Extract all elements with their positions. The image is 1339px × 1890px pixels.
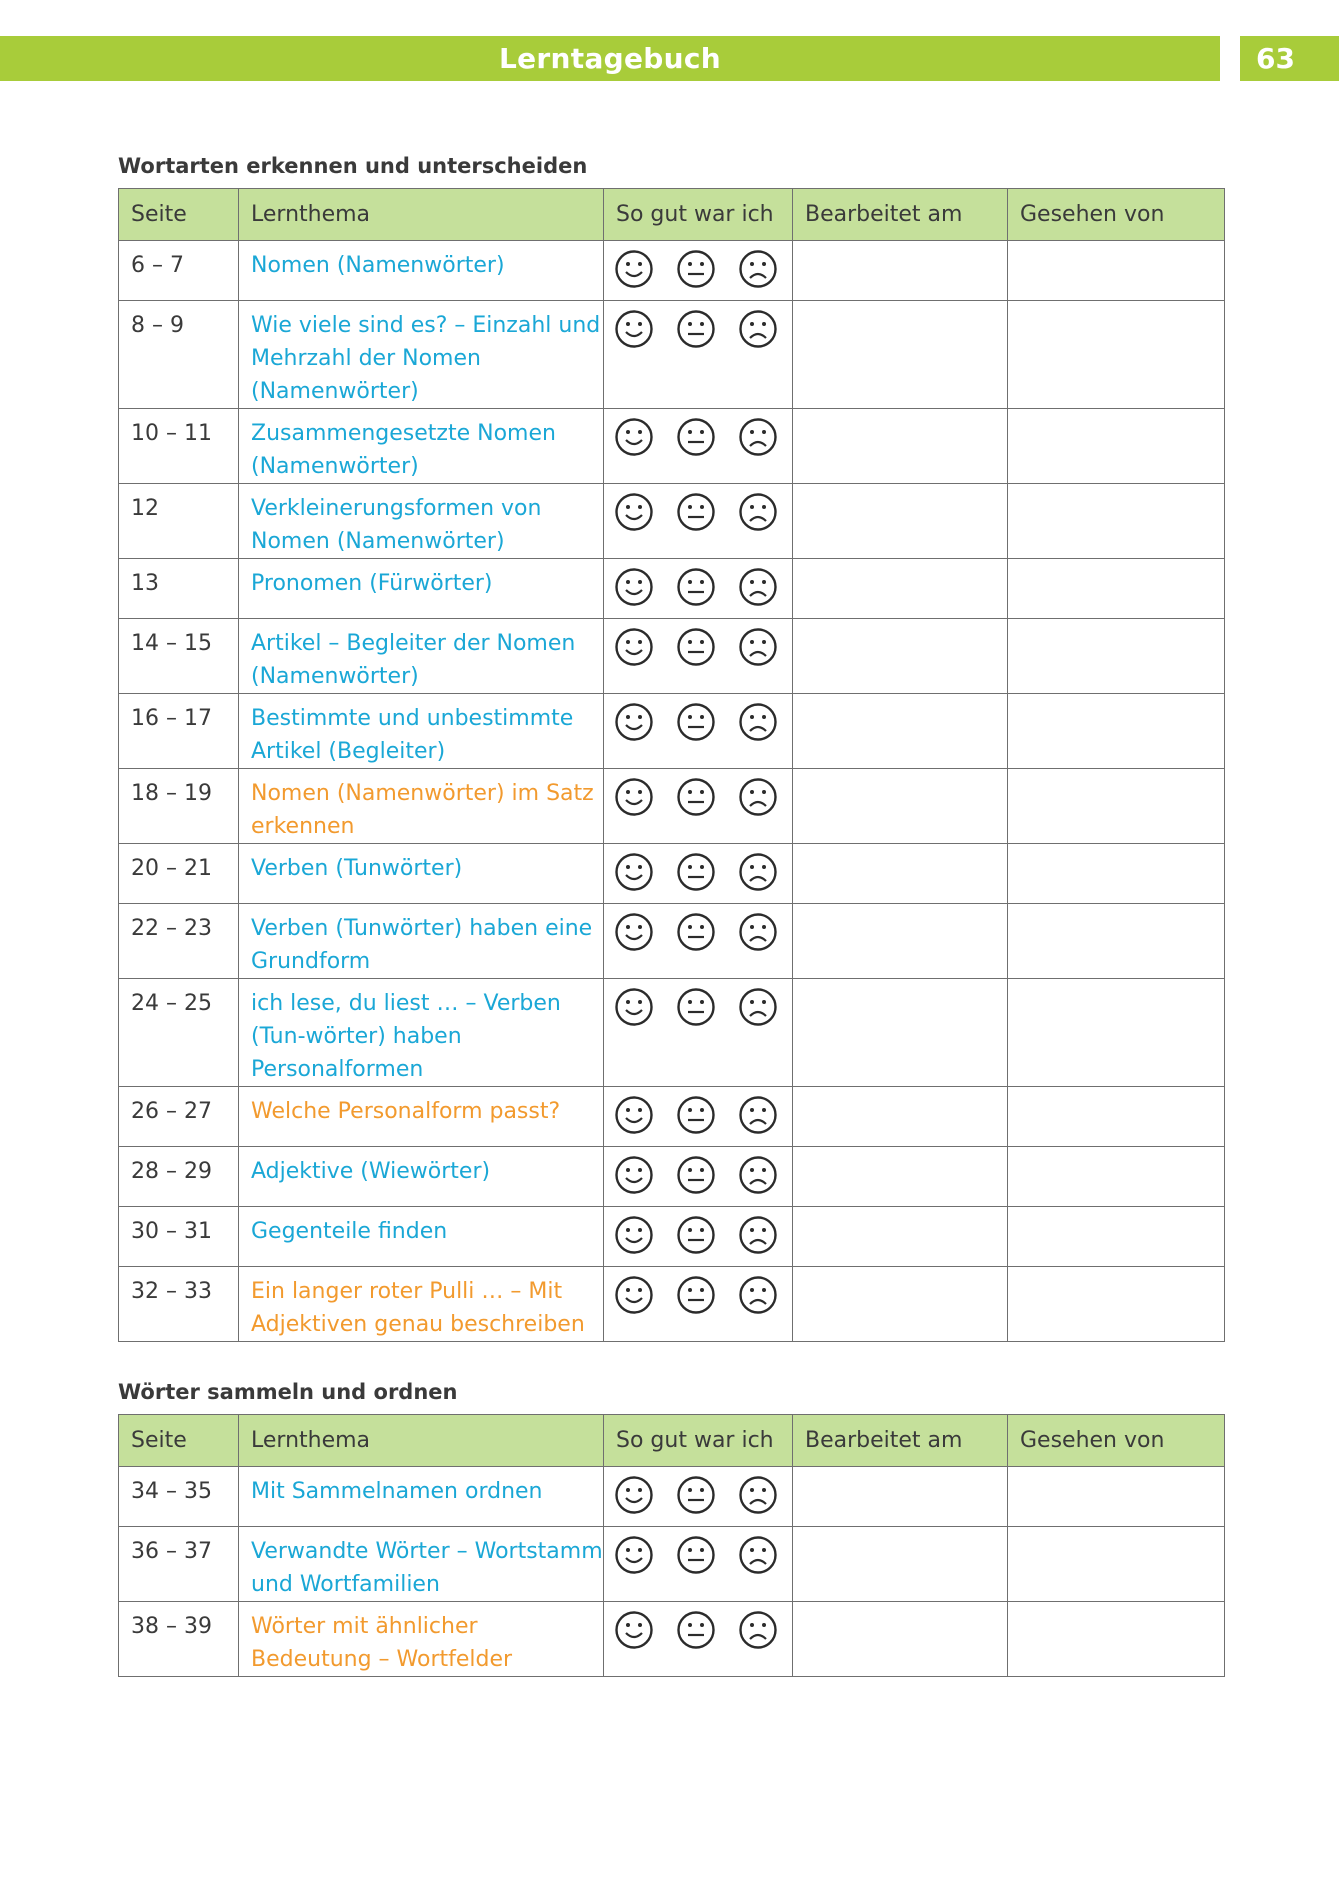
- topic-link[interactable]: ich lese, du liest … – Verben (Tun-wörter) haben Personalformen: [239, 979, 604, 1087]
- table-row: [119, 1087, 1225, 1147]
- column-header-topic: Lernthema: [239, 1415, 604, 1467]
- happy-face-icon[interactable]: [614, 249, 654, 289]
- date-cell[interactable]: [793, 1267, 1008, 1342]
- page-range: 16 – 17: [119, 694, 239, 769]
- sad-face-icon[interactable]: [738, 1275, 778, 1315]
- sad-face-icon[interactable]: [738, 249, 778, 289]
- happy-face-icon[interactable]: [614, 1095, 654, 1135]
- checked-by-cell[interactable]: [1008, 844, 1225, 904]
- topic-link[interactable]: Ein langer roter Pulli … – Mit Adjektiven genau beschreiben: [239, 1267, 604, 1342]
- page-number: 63: [1240, 36, 1339, 81]
- neutral-face-icon[interactable]: [676, 1535, 716, 1575]
- date-cell[interactable]: [793, 1147, 1008, 1207]
- page-range: 8 – 9: [119, 301, 239, 409]
- sad-face-icon[interactable]: [738, 987, 778, 1027]
- date-cell[interactable]: [793, 619, 1008, 694]
- table-row: [119, 979, 1225, 1087]
- rating-cell: [604, 1147, 793, 1207]
- page-range: 26 – 27: [119, 1087, 239, 1147]
- topic-link[interactable]: Bestimmte und unbestimmte Artikel (Begleiter): [239, 694, 604, 769]
- topic-link[interactable]: Wörter mit ähnlicher Bedeutung – Wortfelder: [239, 1602, 604, 1677]
- topic-link[interactable]: Nomen (Namenwörter) im Satz erkennen: [239, 769, 604, 844]
- checked-by-cell[interactable]: [1008, 559, 1225, 619]
- date-cell[interactable]: [793, 1207, 1008, 1267]
- column-header-pages: Seite: [119, 1415, 239, 1467]
- column-header-rating: So gut war ich: [604, 189, 793, 241]
- date-cell[interactable]: [793, 241, 1008, 301]
- sad-face-icon[interactable]: [738, 1215, 778, 1255]
- page-range: 32 – 33: [119, 1267, 239, 1342]
- rating-cell: [604, 559, 793, 619]
- happy-face-icon[interactable]: [614, 852, 654, 892]
- page-title: Lerntagebuch: [499, 42, 721, 75]
- table-row: [119, 844, 1225, 904]
- topic-link[interactable]: Verkleinerungsformen von Nomen (Namenwörter): [239, 484, 604, 559]
- topic-link[interactable]: Welche Personalform passt?: [239, 1087, 604, 1147]
- header-bar: [0, 36, 1220, 81]
- topic-link[interactable]: Gegenteile finden: [239, 1207, 604, 1267]
- happy-face-icon[interactable]: [614, 1475, 654, 1515]
- topic-link[interactable]: Wie viele sind es? – Einzahl und Mehrzahl der Nomen (Namenwörter): [239, 301, 604, 409]
- neutral-face-icon[interactable]: [676, 1475, 716, 1515]
- neutral-face-icon[interactable]: [676, 249, 716, 289]
- table-row: [119, 1207, 1225, 1267]
- learning-log-table-woerter: [118, 1414, 1225, 1677]
- checked-by-cell[interactable]: [1008, 1527, 1225, 1602]
- checked-by-cell[interactable]: [1008, 769, 1225, 844]
- table-row: [119, 409, 1225, 484]
- date-cell[interactable]: [793, 1087, 1008, 1147]
- topic-link[interactable]: Adjektive (Wiewörter): [239, 1147, 604, 1207]
- neutral-face-icon[interactable]: [676, 627, 716, 667]
- page-range: 6 – 7: [119, 241, 239, 301]
- rating-cell: [604, 301, 793, 409]
- neutral-face-icon[interactable]: [676, 1610, 716, 1650]
- topic-link[interactable]: Verben (Tunwörter) haben eine Grundform: [239, 904, 604, 979]
- column-header-pages: Seite: [119, 189, 239, 241]
- happy-face-icon[interactable]: [614, 627, 654, 667]
- page-range: 20 – 21: [119, 844, 239, 904]
- rating-cell: [604, 1602, 793, 1677]
- rating-cell: [604, 1467, 793, 1527]
- checked-by-cell[interactable]: [1008, 979, 1225, 1087]
- sad-face-icon[interactable]: [738, 309, 778, 349]
- topic-link[interactable]: Verben (Tunwörter): [239, 844, 604, 904]
- column-header-date: Bearbeitet am: [793, 189, 1008, 241]
- sad-face-icon[interactable]: [738, 492, 778, 532]
- date-cell[interactable]: [793, 979, 1008, 1087]
- neutral-face-icon[interactable]: [676, 1095, 716, 1135]
- happy-face-icon[interactable]: [614, 492, 654, 532]
- table-row: [119, 1602, 1225, 1677]
- neutral-face-icon[interactable]: [676, 777, 716, 817]
- happy-face-icon[interactable]: [614, 309, 654, 349]
- date-cell[interactable]: [793, 301, 1008, 409]
- page-range: 22 – 23: [119, 904, 239, 979]
- date-cell[interactable]: [793, 1602, 1008, 1677]
- topic-link[interactable]: Zusammengesetzte Nomen (Namenwörter): [239, 409, 604, 484]
- checked-by-cell[interactable]: [1008, 1147, 1225, 1207]
- neutral-face-icon[interactable]: [676, 702, 716, 742]
- checked-by-cell[interactable]: [1008, 1207, 1225, 1267]
- sad-face-icon[interactable]: [738, 1475, 778, 1515]
- rating-cell: [604, 1527, 793, 1602]
- checked-by-cell[interactable]: [1008, 409, 1225, 484]
- rating-cell: [604, 619, 793, 694]
- happy-face-icon[interactable]: [614, 1155, 654, 1195]
- column-header-rating: So gut war ich: [604, 1415, 793, 1467]
- checked-by-cell[interactable]: [1008, 484, 1225, 559]
- neutral-face-icon[interactable]: [676, 309, 716, 349]
- page-range: 13: [119, 559, 239, 619]
- page-range: 14 – 15: [119, 619, 239, 694]
- neutral-face-icon[interactable]: [676, 852, 716, 892]
- date-cell[interactable]: [793, 844, 1008, 904]
- page-range: 28 – 29: [119, 1147, 239, 1207]
- rating-cell: [604, 769, 793, 844]
- page-range: 24 – 25: [119, 979, 239, 1087]
- checked-by-cell[interactable]: [1008, 1087, 1225, 1147]
- section-title-wortarten: Wortarten erkennen und unterscheiden: [118, 154, 588, 178]
- table-row: [119, 301, 1225, 409]
- checked-by-cell[interactable]: [1008, 694, 1225, 769]
- table-row: [119, 241, 1225, 301]
- rating-cell: [604, 904, 793, 979]
- happy-face-icon[interactable]: [614, 1610, 654, 1650]
- sad-face-icon[interactable]: [738, 852, 778, 892]
- neutral-face-icon[interactable]: [676, 1215, 716, 1255]
- date-cell[interactable]: [793, 1527, 1008, 1602]
- happy-face-icon[interactable]: [614, 1535, 654, 1575]
- date-cell[interactable]: [793, 904, 1008, 979]
- topic-link[interactable]: Verwandte Wörter – Wortstamm und Wortfamilien: [239, 1527, 604, 1602]
- rating-cell: [604, 1267, 793, 1342]
- table-row: [119, 1527, 1225, 1602]
- rating-cell: [604, 409, 793, 484]
- rating-cell: [604, 844, 793, 904]
- table-row: [119, 769, 1225, 844]
- happy-face-icon[interactable]: [614, 987, 654, 1027]
- neutral-face-icon[interactable]: [676, 912, 716, 952]
- checked-by-cell[interactable]: [1008, 301, 1225, 409]
- page-range: 10 – 11: [119, 409, 239, 484]
- rating-cell: [604, 241, 793, 301]
- happy-face-icon[interactable]: [614, 567, 654, 607]
- sad-face-icon[interactable]: [738, 702, 778, 742]
- rating-cell: [604, 1207, 793, 1267]
- page-range: 12: [119, 484, 239, 559]
- table-row: [119, 1147, 1225, 1207]
- date-cell[interactable]: [793, 484, 1008, 559]
- rating-cell: [604, 1087, 793, 1147]
- sad-face-icon[interactable]: [738, 1095, 778, 1135]
- column-header-topic: Lernthema: [239, 189, 604, 241]
- page-range: 36 – 37: [119, 1527, 239, 1602]
- checked-by-cell[interactable]: [1008, 619, 1225, 694]
- neutral-face-icon[interactable]: [676, 567, 716, 607]
- learning-log-table-wortarten: [118, 188, 1225, 1342]
- column-header-checked-by: Gesehen von: [1008, 1415, 1225, 1467]
- table-row: [119, 1267, 1225, 1342]
- happy-face-icon[interactable]: [614, 1215, 654, 1255]
- table-row: [119, 559, 1225, 619]
- sad-face-icon[interactable]: [738, 777, 778, 817]
- happy-face-icon[interactable]: [614, 702, 654, 742]
- happy-face-icon[interactable]: [614, 417, 654, 457]
- date-cell[interactable]: [793, 1467, 1008, 1527]
- sad-face-icon[interactable]: [738, 912, 778, 952]
- checked-by-cell[interactable]: [1008, 241, 1225, 301]
- happy-face-icon[interactable]: [614, 777, 654, 817]
- checked-by-cell[interactable]: [1008, 1602, 1225, 1677]
- page-range: 30 – 31: [119, 1207, 239, 1267]
- table-row: [119, 619, 1225, 694]
- checked-by-cell[interactable]: [1008, 1267, 1225, 1342]
- topic-link[interactable]: Artikel – Begleiter der Nomen (Namenwörter): [239, 619, 604, 694]
- date-cell[interactable]: [793, 559, 1008, 619]
- sad-face-icon[interactable]: [738, 627, 778, 667]
- column-header-date: Bearbeitet am: [793, 1415, 1008, 1467]
- column-header-checked-by: Gesehen von: [1008, 189, 1225, 241]
- section-title-woerter: Wörter sammeln und ordnen: [118, 1380, 458, 1404]
- table-row: [119, 484, 1225, 559]
- sad-face-icon[interactable]: [738, 1155, 778, 1195]
- table-row: [119, 904, 1225, 979]
- neutral-face-icon[interactable]: [676, 417, 716, 457]
- sad-face-icon[interactable]: [738, 417, 778, 457]
- sad-face-icon[interactable]: [738, 567, 778, 607]
- neutral-face-icon[interactable]: [676, 1275, 716, 1315]
- date-cell[interactable]: [793, 769, 1008, 844]
- page-range: 18 – 19: [119, 769, 239, 844]
- date-cell[interactable]: [793, 694, 1008, 769]
- page-range: 38 – 39: [119, 1602, 239, 1677]
- table-row: [119, 694, 1225, 769]
- date-cell[interactable]: [793, 409, 1008, 484]
- topic-link[interactable]: Mit Sammelnamen ordnen: [239, 1467, 604, 1527]
- checked-by-cell[interactable]: [1008, 904, 1225, 979]
- topic-link[interactable]: Pronomen (Fürwörter): [239, 559, 604, 619]
- rating-cell: [604, 484, 793, 559]
- table-row: [119, 1467, 1225, 1527]
- sad-face-icon[interactable]: [738, 1535, 778, 1575]
- checked-by-cell[interactable]: [1008, 1467, 1225, 1527]
- happy-face-icon[interactable]: [614, 912, 654, 952]
- page-range: 34 – 35: [119, 1467, 239, 1527]
- neutral-face-icon[interactable]: [676, 492, 716, 532]
- neutral-face-icon[interactable]: [676, 987, 716, 1027]
- topic-link[interactable]: Nomen (Namenwörter): [239, 241, 604, 301]
- neutral-face-icon[interactable]: [676, 1155, 716, 1195]
- happy-face-icon[interactable]: [614, 1275, 654, 1315]
- sad-face-icon[interactable]: [738, 1610, 778, 1650]
- rating-cell: [604, 694, 793, 769]
- rating-cell: [604, 979, 793, 1087]
